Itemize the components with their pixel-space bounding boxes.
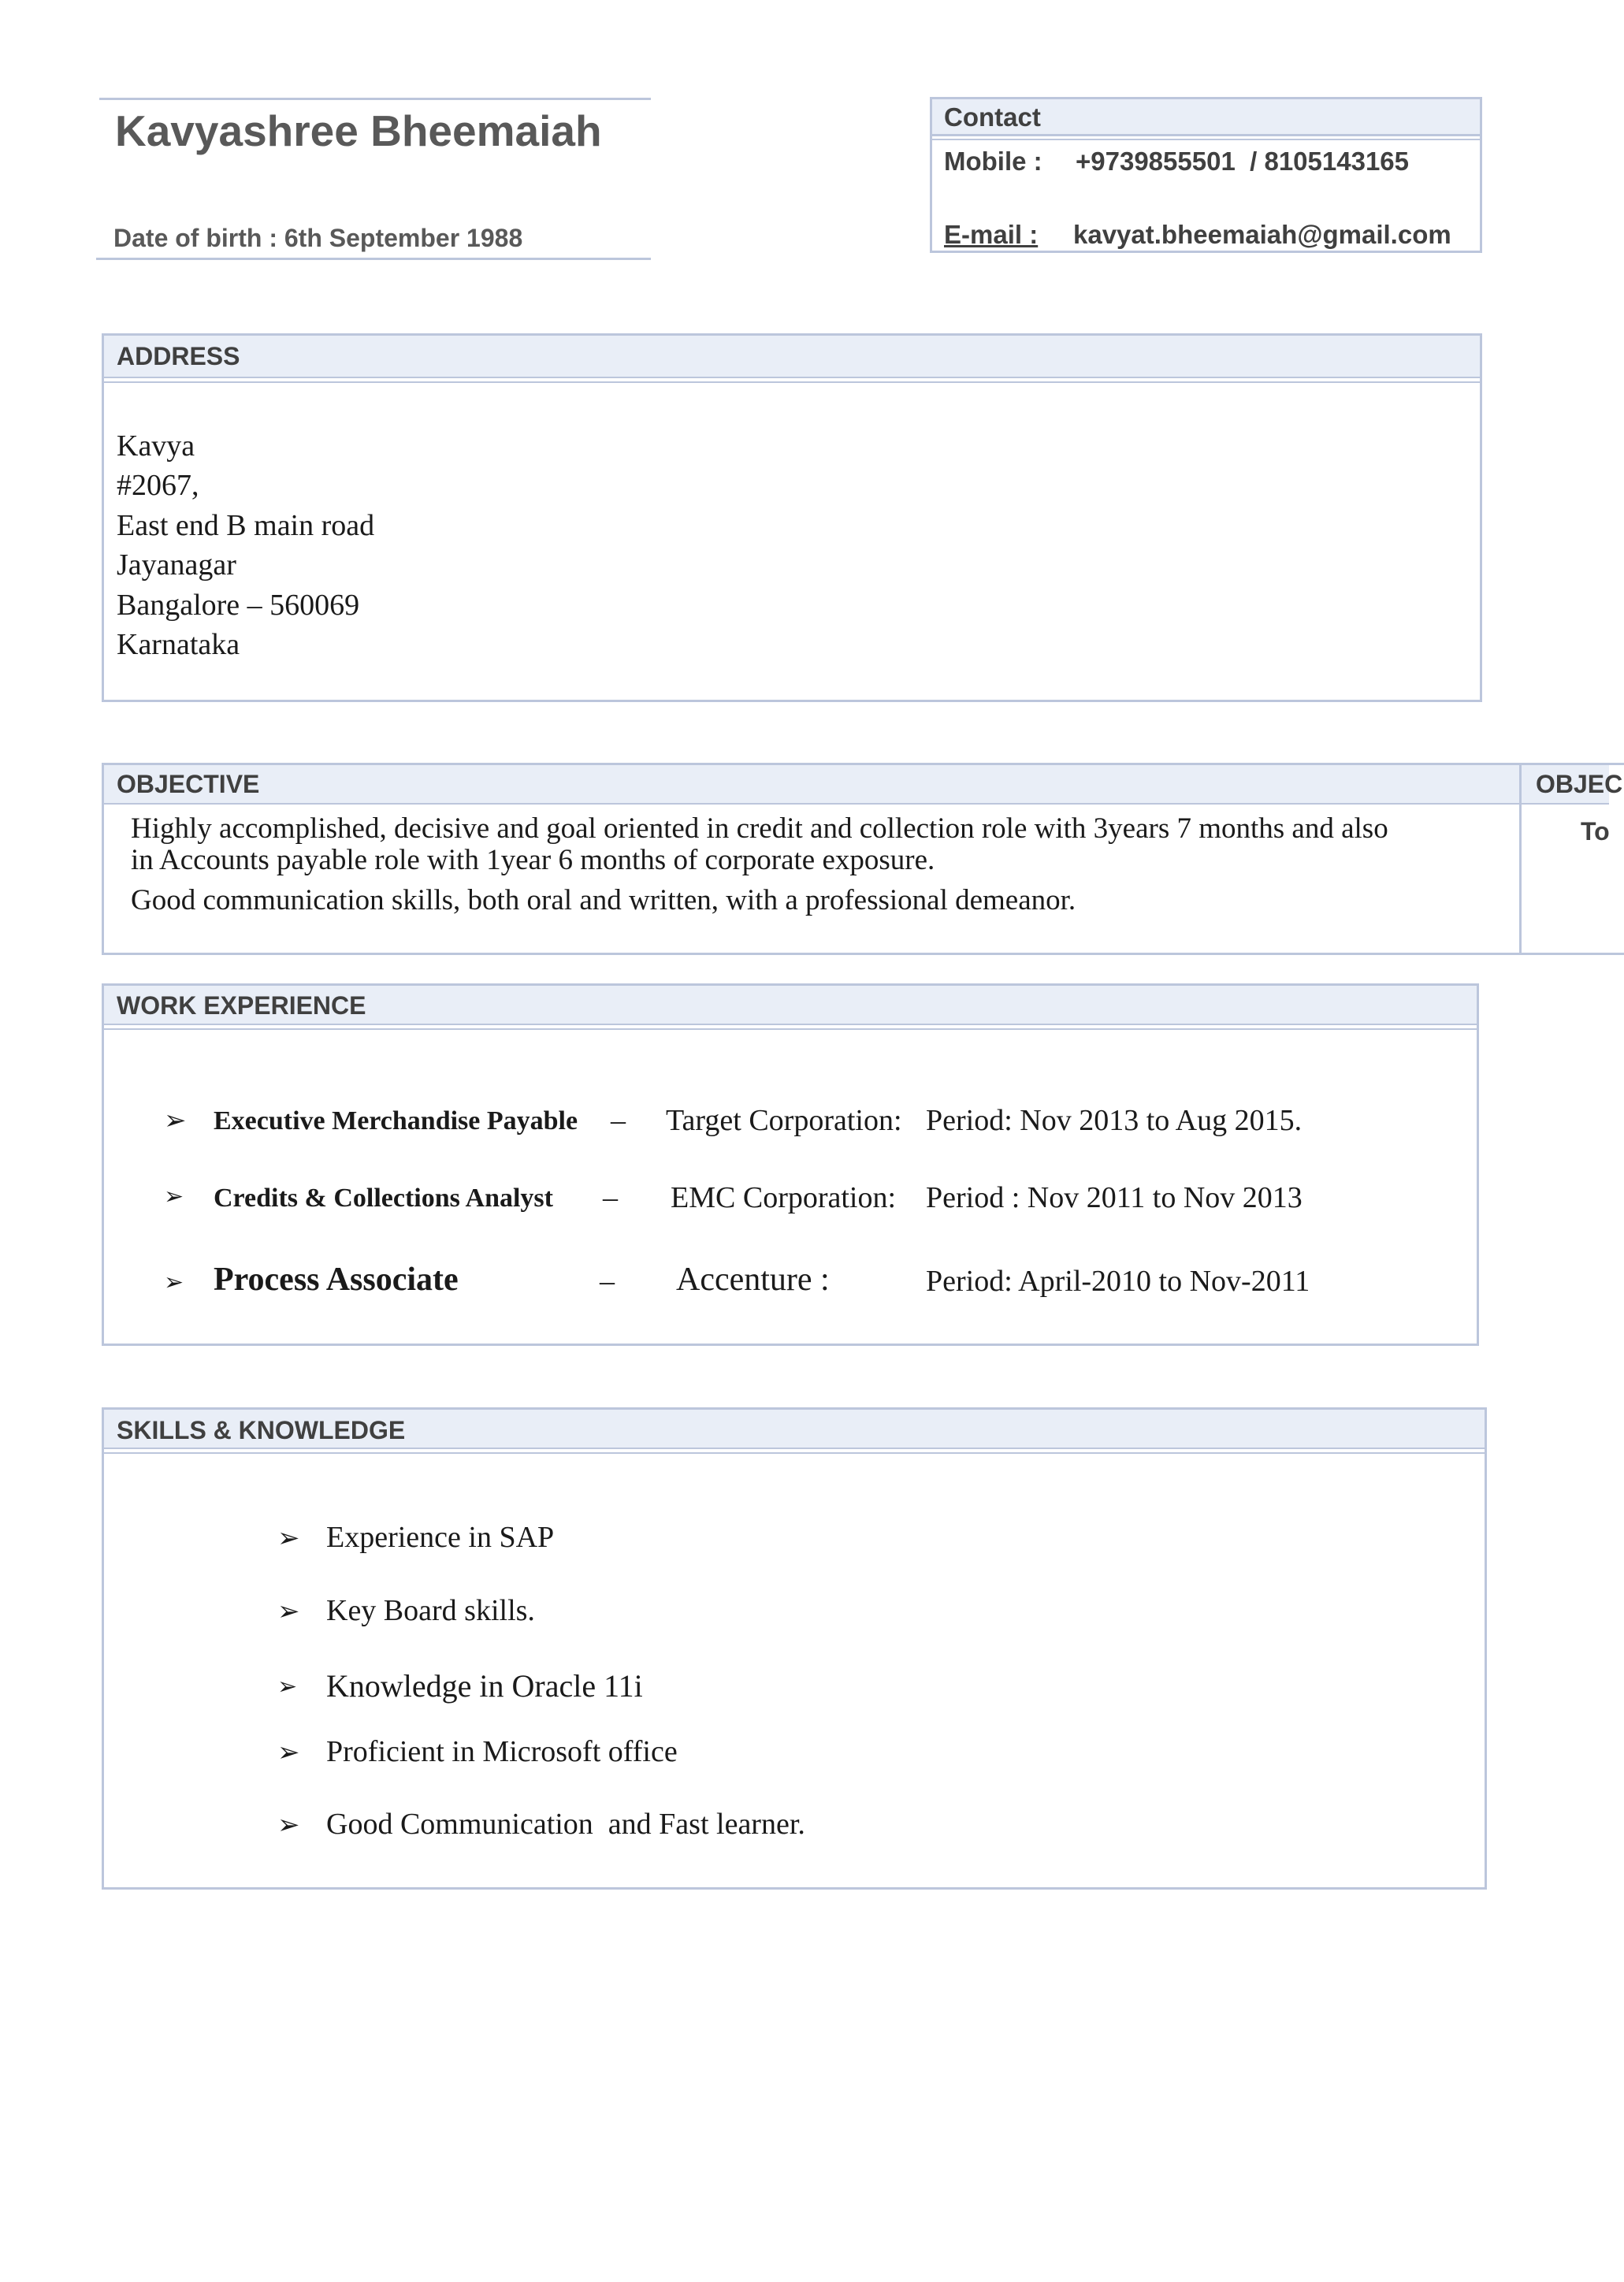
address-header-rule-2 [104, 381, 1480, 383]
skills-header-rule-2 [104, 1452, 1485, 1454]
skill-item: Knowledge in Oracle 11i [326, 1668, 643, 1704]
email-value[interactable]: kavyat.bheemaiah@gmail.com [1073, 220, 1451, 249]
skills-header-rule [104, 1448, 1485, 1449]
skill-item: Good Communication and Fast learner. [326, 1808, 805, 1841]
contact-header-rule [932, 139, 1480, 140]
work-period: Period: April-2010 to Nov-2011 [926, 1265, 1310, 1298]
work-company: EMC Corporation: [671, 1181, 897, 1214]
address-line: East end B main road [117, 509, 375, 542]
skills-title: SKILLS & KNOWLEDGE [117, 1416, 406, 1444]
objective-header [104, 765, 1609, 803]
arrow-bullet-icon: ➢ [277, 1596, 300, 1626]
work-role: Executive Merchandise Payable [214, 1106, 578, 1135]
work-experience-header-rule-2 [104, 1028, 1477, 1030]
mobile-label: Mobile : [944, 147, 1042, 176]
date-of-birth: Date of birth : 6th September 1988 [113, 224, 523, 252]
arrow-bullet-icon: ➢ [277, 1523, 300, 1553]
work-period: Period: Nov 2013 to Aug 2015. [926, 1104, 1303, 1137]
address-line: Karnataka [117, 628, 240, 661]
contact-title: Contact [944, 102, 1041, 132]
objective-line: in Accounts payable role with 1year 6 months of corporate exposure. [131, 844, 935, 876]
objective-title: OBJECTIVE [117, 770, 260, 798]
work-experience-header-rule [104, 1024, 1477, 1025]
arrow-bullet-icon: ➢ [164, 1269, 184, 1295]
objective-line: Good communication skills, both oral and written, with a professional demeanor. [131, 884, 1076, 916]
skill-item: Proficient in Microsoft office [326, 1735, 678, 1768]
work-company: Accenture : [676, 1262, 830, 1298]
mobile-value: +9739855501 / 8105143165 [1076, 147, 1410, 176]
arrow-bullet-icon: ➢ [164, 1184, 184, 1210]
candidate-name: Kavyashree Bheemaiah [115, 106, 602, 155]
work-experience-title: WORK EXPERIENCE [117, 991, 366, 1020]
address-header [104, 336, 1480, 377]
arrow-bullet-icon: ➢ [277, 1738, 300, 1767]
work-period: Period : Nov 2011 to Nov 2013 [926, 1181, 1303, 1214]
address-header-rule [104, 377, 1480, 378]
work-role: Credits & Collections Analyst [214, 1184, 553, 1213]
work-company: Target Corporation: [666, 1104, 902, 1137]
objective-header-rule [104, 803, 1609, 805]
address-line: Jayanagar [117, 548, 236, 582]
work-dash: – [611, 1104, 626, 1137]
skill-item: Key Board skills. [326, 1594, 535, 1627]
objective-right-text: To [1581, 817, 1610, 846]
arrow-bullet-icon: ➢ [277, 1674, 298, 1700]
objective-column-divider [1519, 763, 1522, 955]
name-top-rule [99, 98, 651, 100]
objective-line: Highly accomplished, decisive and goal oriented in credit and collection role with 3years 7 months and also [131, 812, 1388, 845]
work-dash: – [600, 1265, 615, 1298]
arrow-bullet-icon: ➢ [277, 1810, 300, 1840]
email-label: E-mail : [944, 220, 1039, 249]
address-line: Bangalore – 560069 [117, 589, 360, 622]
address-line: Kavya [117, 429, 195, 463]
skill-item: Experience in SAP [326, 1521, 555, 1554]
name-bottom-rule [96, 258, 651, 260]
address-title: ADDRESS [117, 342, 240, 370]
address-line: #2067, [117, 469, 199, 502]
objective-title-right: OBJEC [1536, 770, 1623, 798]
arrow-bullet-icon: ➢ [164, 1106, 187, 1135]
work-role: Process Associate [214, 1262, 459, 1298]
work-dash: – [603, 1181, 618, 1214]
